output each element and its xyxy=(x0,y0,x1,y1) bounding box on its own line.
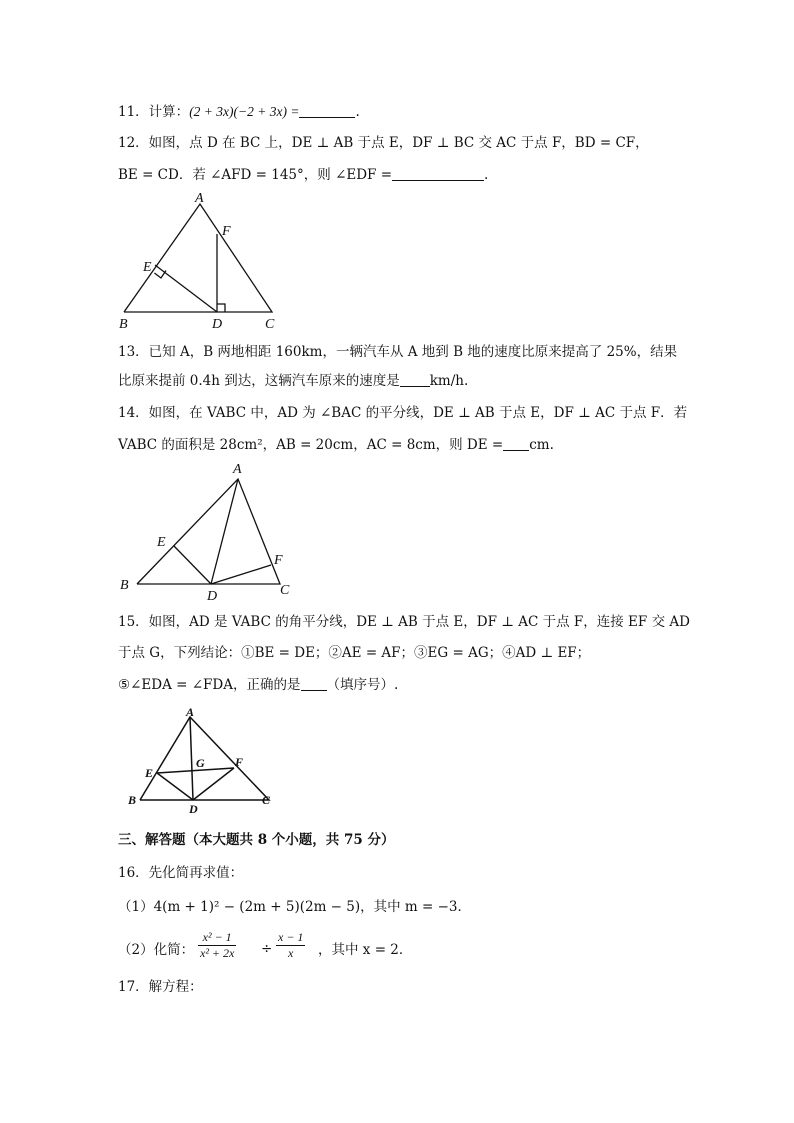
q13-answer-blank xyxy=(400,372,430,387)
question-12-line-2 xyxy=(118,166,488,184)
question-15-line-2: 于点 G，下列结论：①BE = DE；②AE = AF；③EG = AG；④AD ⊥ EF； xyxy=(118,645,591,661)
label-a: A xyxy=(195,191,204,206)
label-d: D xyxy=(212,317,223,332)
q16-fraction-1-numerator: x² − 1 xyxy=(198,930,236,946)
segment-ad xyxy=(211,479,238,584)
question-13-line-1: 13．已知 A，B 两地相距 160km，一辆汽车从 A 地到 B 地的速度比原来提高了 25%，结果 xyxy=(118,344,678,360)
q16-fraction-1-denominator: x² + 2x xyxy=(200,946,235,960)
q16-fraction-2-numerator: x − 1 xyxy=(278,930,304,944)
q11-prefix: 11．计算： xyxy=(118,104,190,120)
q15-line-3-text: ⑤∠EDA = ∠FDA，正确的是 xyxy=(118,677,301,693)
question-14-line-2 xyxy=(118,436,554,454)
label-c: C xyxy=(265,317,275,332)
q15-answer-blank xyxy=(301,676,327,691)
q13-line-2-text: 比原来提前 0.4h 到达，这辆汽车原来的速度是 xyxy=(118,373,400,389)
q12-suffix: . xyxy=(484,167,489,183)
label-e: E xyxy=(157,535,166,550)
figure-15-triangle xyxy=(120,700,285,818)
label-f: F xyxy=(222,224,231,239)
question-11 xyxy=(118,103,360,121)
q13-unit: km/h. xyxy=(429,373,469,389)
q11-suffix: . xyxy=(355,104,360,120)
segment-df xyxy=(193,768,234,800)
q12-answer-blank xyxy=(392,166,484,181)
label-f: F xyxy=(235,755,244,769)
segment-df xyxy=(211,565,271,584)
q16-part-2-prefix: （2）化简： xyxy=(118,942,195,958)
question-16-intro: 16．先化简再求值： xyxy=(118,865,244,881)
label-a: A xyxy=(186,705,195,719)
question-12-line-1: 12．如图，点 D 在 BC 上，DE ⊥ AB 于点 E，DF ⊥ BC 交 AC 于点 F，BD = CF， xyxy=(118,135,649,151)
label-e: E xyxy=(145,766,154,780)
segment-de xyxy=(157,773,193,800)
label-c: C xyxy=(262,793,271,807)
q16-divide-operator: ÷ xyxy=(261,941,273,957)
segment-ad xyxy=(190,717,193,800)
right-angle-mark-d xyxy=(217,304,225,312)
figure-12-triangle xyxy=(110,190,290,335)
question-14-line-1: 14．如图，在 VABC 中，AD 为 ∠BAC 的平分线，DE ⊥ AB 于点 E，DF ⊥ AC 于点 F．若 xyxy=(118,405,688,421)
q14-answer-blank xyxy=(503,436,529,451)
label-a: A xyxy=(233,462,242,477)
figure-14-triangle xyxy=(112,458,302,603)
label-b: B xyxy=(119,317,128,332)
question-16-part-1: （1）4(m + 1)² − (2m + 5)(2m − 5)，其中 m = −3． xyxy=(118,899,472,915)
question-15-line-1: 15．如图，AD 是 VABC 的角平分线，DE ⊥ AB 于点 E，DF ⊥ AC 于点 F，连接 EF 交 AD xyxy=(118,614,690,630)
label-f: F xyxy=(274,553,283,568)
label-b: B xyxy=(128,793,137,807)
label-d: D xyxy=(207,589,218,603)
q16-fraction-2 xyxy=(276,930,305,961)
q11-expression: (2 + 3x)(−2 + 3x) = xyxy=(189,104,300,119)
triangle-abc xyxy=(137,479,280,584)
section-3-heading: 三、解答题（本大题共 8 个小题，共 75 分） xyxy=(118,832,395,848)
question-15-line-3 xyxy=(118,676,398,694)
q16-fraction-1 xyxy=(198,930,236,961)
q16-fraction-2-denominator: x xyxy=(288,946,294,960)
label-e: E xyxy=(143,260,152,275)
q14-unit: cm. xyxy=(529,437,554,453)
q14-line-2-text: VABC 的面积是 28cm²，AB = 20cm，AC = 8cm，则 DE = xyxy=(118,437,504,453)
label-b: B xyxy=(120,578,129,593)
q15-suffix: （填序号）. xyxy=(326,677,399,693)
label-d: D xyxy=(189,802,198,816)
q12-line-2-text: BE = CD．若 ∠AFD = 145°，则 ∠EDF = xyxy=(118,167,393,183)
label-c: C xyxy=(280,583,290,598)
question-17-intro: 17．解方程： xyxy=(118,979,203,995)
segment-de xyxy=(174,546,211,584)
triangle-abc xyxy=(124,204,272,312)
q11-answer-blank xyxy=(299,103,355,118)
label-g: G xyxy=(196,756,205,770)
question-13-line-2 xyxy=(118,372,468,390)
q16-part-2-suffix: ，其中 x = 2． xyxy=(318,942,413,958)
